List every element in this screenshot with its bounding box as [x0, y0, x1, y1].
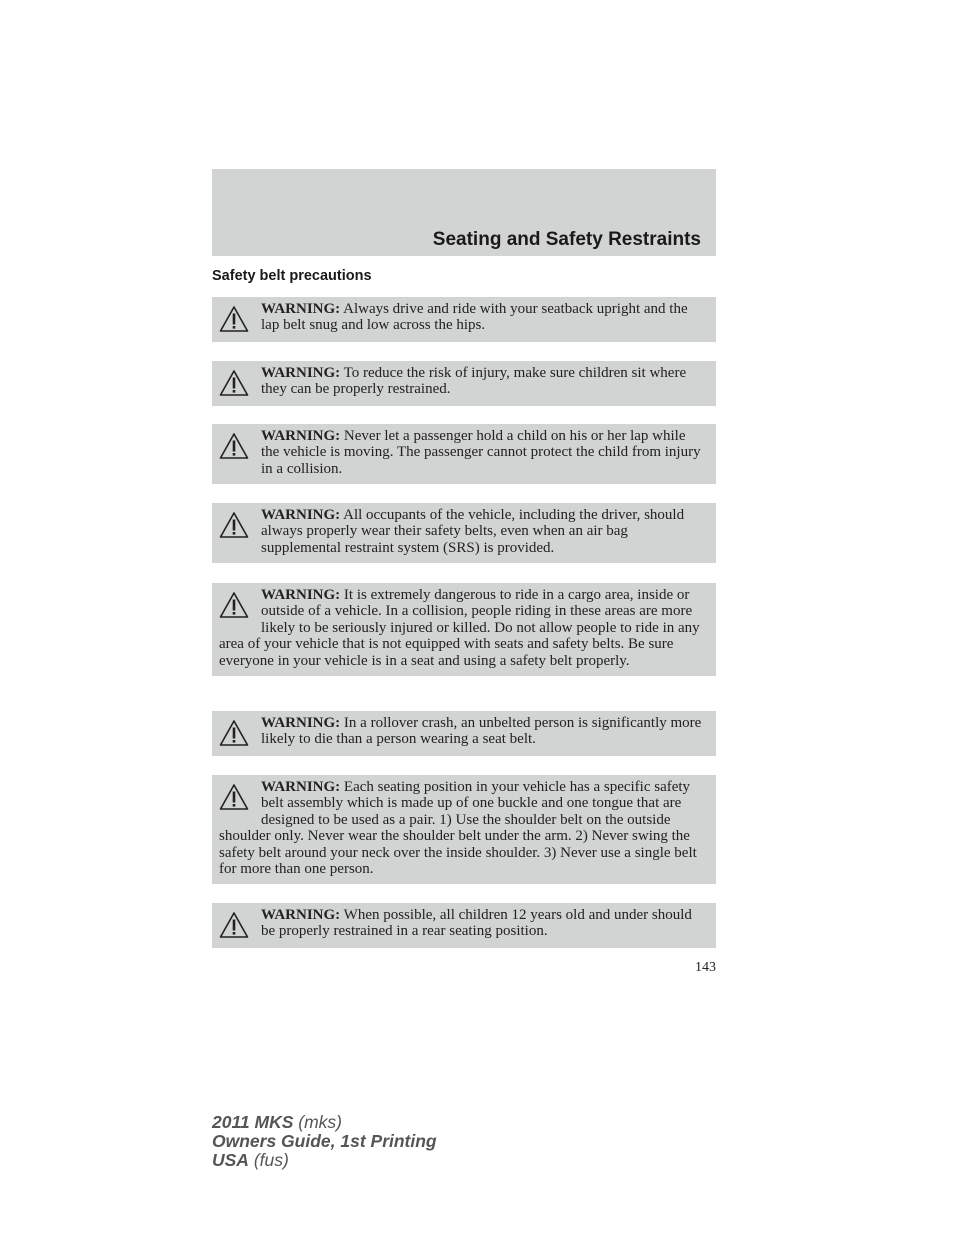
warning-text: To reduce the risk of injury, make sure children sit where they can be properly restrained. — [261, 365, 687, 398]
footer-line-model — [212, 1113, 437, 1132]
warning-label: WARNING: — [261, 365, 341, 381]
warning-triangle-icon — [219, 719, 249, 747]
warning-text: Never let a passenger hold a child on his or her lap while the vehicle is moving. The passenger cannot protect the child from injury in a collision. — [261, 428, 701, 477]
warning-label: WARNING: — [261, 715, 341, 731]
warning-label: WARNING: — [261, 907, 341, 923]
section-title: Safety belt precautions — [212, 268, 372, 284]
warning-triangle-icon — [219, 369, 249, 397]
chapter-header-band — [212, 169, 716, 256]
warning-text: When possible, all children 12 years old and under should be properly restrained in a rear seating position. — [261, 907, 692, 940]
warning-triangle-icon — [219, 305, 249, 333]
warning-box — [212, 903, 716, 948]
warning-box — [212, 424, 716, 484]
footer-model: 2011 MKS — [212, 1112, 294, 1132]
warning-box — [212, 711, 716, 756]
warning-triangle-icon — [219, 511, 249, 539]
warning-label: WARNING: — [261, 507, 341, 523]
warning-box — [212, 361, 716, 406]
warning-box — [212, 583, 716, 676]
footer-line-guide — [212, 1132, 437, 1151]
footer-region-code: (fus) — [253, 1150, 289, 1170]
warning-triangle-icon — [219, 591, 249, 619]
warning-triangle-icon — [219, 911, 249, 939]
document-footer — [212, 1113, 437, 1170]
warning-text: In a rollover crash, an unbelted person is significantly more likely to die than a person wearing a seat belt. — [261, 715, 702, 748]
warning-triangle-icon — [219, 432, 249, 460]
warning-text: It is extremely dangerous to ride in a cargo area, inside or outside of a vehicle. In a collision, people riding in these areas are more likely to be seriously injured or killed. Do not allow people to ride in any area of your vehicle that is not equipped with seats and safety belts. Be sure everyone in your vehicle is in a seat and using a safety belt properly. — [219, 587, 700, 669]
warning-label: WARNING: — [261, 428, 341, 444]
warning-box — [212, 297, 716, 342]
warning-label: WARNING: — [261, 587, 341, 603]
warning-text: Each seating position in your vehicle has a specific safety belt assembly which is made up of one buckle and one tongue that are designed to be used as a pair. 1) Use the shoulder belt on the outside shoulder only. Never wear the shoulder belt under the arm. 2) Never swing the safety belt around your neck over the inside shoulder. 3) Never use a single belt for more than one person. — [219, 779, 697, 878]
warning-box — [212, 503, 716, 563]
warning-box — [212, 775, 716, 884]
footer-guide: Owners Guide, 1st Printing — [212, 1131, 437, 1151]
warning-triangle-icon — [219, 783, 249, 811]
footer-line-region — [212, 1151, 437, 1170]
footer-region: USA — [212, 1150, 249, 1170]
warning-text: All occupants of the vehicle, including the driver, should always properly wear their safety belts, even when an air bag supplemental restraint system (SRS) is provided. — [261, 507, 685, 556]
page-number: 143 — [695, 960, 716, 975]
footer-model-code: (mks) — [298, 1112, 342, 1132]
chapter-title: Seating and Safety Restraints — [432, 229, 701, 250]
warning-text: Always drive and ride with your seatback upright and the lap belt snug and low across the hips. — [261, 301, 688, 334]
warning-label: WARNING: — [261, 301, 341, 317]
warning-label: WARNING: — [261, 779, 341, 795]
